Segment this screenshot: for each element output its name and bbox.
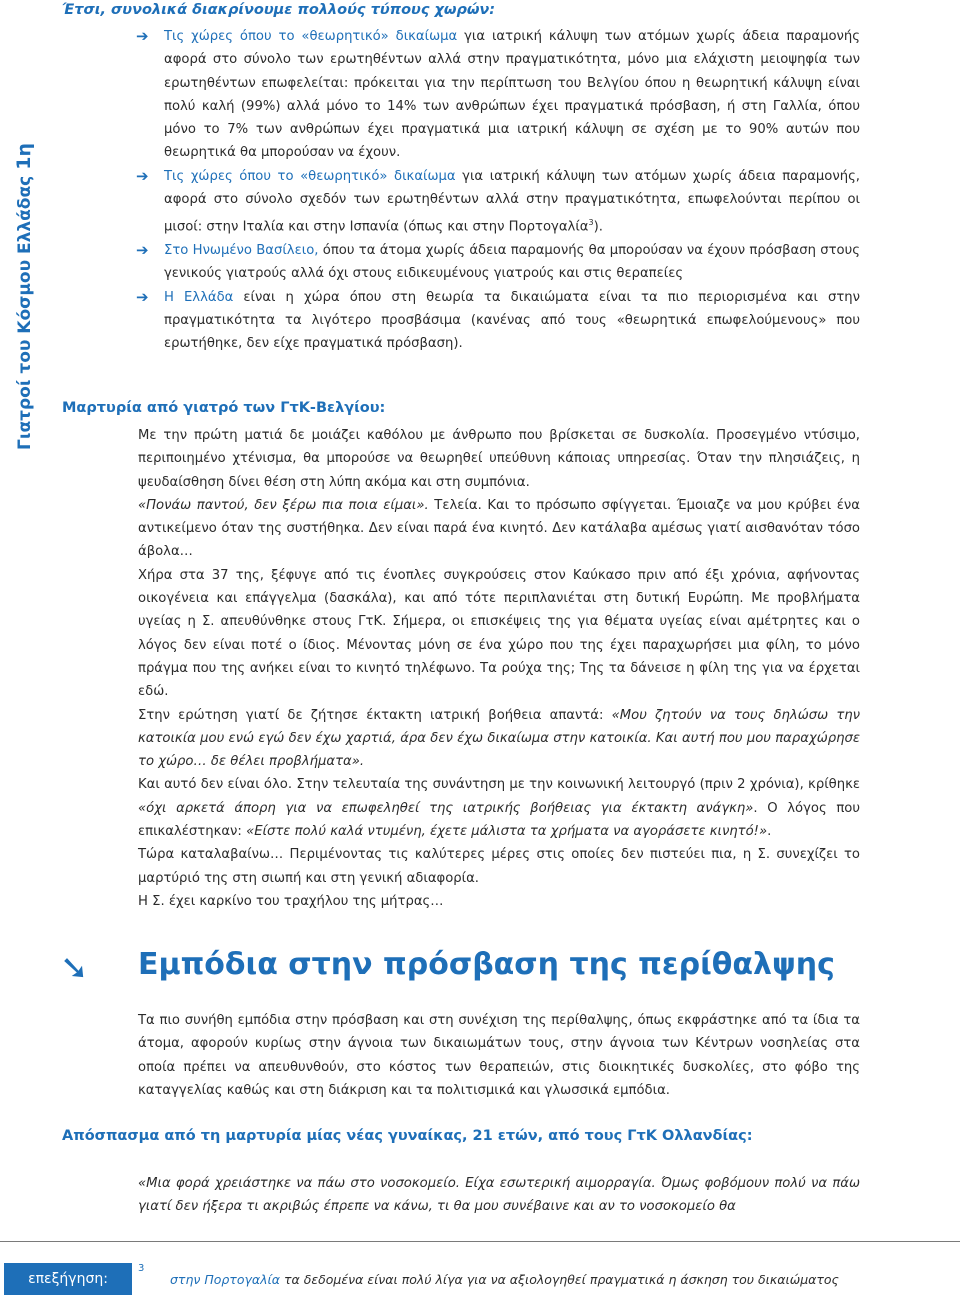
testimony-paragraph	[138, 773, 860, 843]
section-body: Τα πιο συνήθη εμπόδια στην πρόσβαση και στη συνέχιση της περίθαλψης, όπως εκφράστηκε από τα ίδια τα άτομα, αφορούν κυρίως στην άγνοια των δικαιωμάτων τους, στην άγνοια των Κέντρων νοσηλείας στα οποία πρέπει να απευθυνθούν, στο κόστος των θεραπειών, στις διοικητικές δυσκολίες, στο φόβο της καταγγελίας καθώς και στη διάκριση και τα πολιτισμικά και γλωσσικά εμπόδια.	[138, 1013, 860, 1098]
text: .	[767, 824, 772, 840]
intro-heading: Έτσι, συνολικά διακρίνουμε πολλούς τύπους χωρών:	[62, 2, 496, 18]
arrow-down-right-icon: ➘	[60, 948, 89, 988]
list-item	[136, 239, 860, 286]
list-item	[136, 25, 860, 165]
testimony-paragraph: Με την πρώτη ματιά δε μοιάζει καθόλου με άνθρωπο που βρίσκεται σε δυσκολία. Προσεγμένο ντύσιμο, περιποιημένο χτένισμα, θα μπορούσε να θεωρηθεί υπεύθυνη κάποιας υπηρεσίας. Όταν την πλησιάζεις, η ψευδαίσθηση δίνει θέση στη λύπη ακόμα και στη συμπόνια.	[138, 428, 860, 490]
text: Και αυτό δεν είναι όλο. Στην τελευταία της συνάντηση με την κοινωνική λειτουργό (πριν 2 χρόνια), κρίθηκε	[138, 777, 860, 793]
list-item-lead: Η Ελλάδα	[164, 289, 234, 305]
list-item-lead: Τις χώρες όπου το «θεωρητικό» δικαίωμα	[164, 29, 458, 44]
list-item-text: όπου τα άτομα χωρίς άδεια παραμονής θα μπορούσαν να έχουν πρόσβαση στους γενικούς γιατρούς αλλά όχι στους ειδικευμένους γιατρούς και στις θεραπείες	[164, 243, 860, 282]
footnote-number: 3	[138, 1263, 145, 1274]
testimony-body	[138, 424, 860, 913]
footnote-text	[170, 1272, 839, 1287]
testimony-paragraph	[138, 494, 860, 564]
list-item-tail: ).	[593, 219, 603, 235]
country-types-list	[136, 25, 860, 356]
arrow-right-icon: ➔	[136, 166, 149, 185]
section-title: Εμπόδια στην πρόσβαση της περίθαλψης	[138, 947, 835, 982]
arrow-right-icon: ➔	[136, 241, 149, 260]
footnote-highlight: στην Πορτογαλία	[170, 1272, 280, 1287]
list-item-lead: Τις χώρες όπου το «θεωρητικό» δικαίωμα	[164, 168, 456, 184]
arrow-right-icon: ➔	[136, 27, 149, 45]
list-item-text: για ιατρική κάλυψη των ατόμων χωρίς άδεια παραμονής αφορά στο σύνολο των ερωτηθέντων αλλά στην πραγματικότητα, μόνο μια ελάχιστη μειοψηφία των ερωτηθέντων επωφελείται: πρόκειται για την περίπτωση του Βελγίου όπου η θεωρητική κάλυψη είναι πολύ καλή (99%) αλλά μόνο το 14% των ανθρώπων έχει πραγματικά πρόσβαση, ή στη Γαλλία, όπου μόνο το 7% των ανθρώπων έχει πραγματικά μια ιατρική κάλυψη σε σχέση με το 90% αυτών που θεωρητικά θα μπορούσαν να έχουν.	[164, 29, 860, 161]
list-item-text: είναι η χώρα όπου στη θεωρία τα δικαιώματα είναι τα πιο περιορισμένα και στην πραγματικότητα τα λιγότερο προσβάσιμα (κανένας από τους «θεωρητικά επωφελούμενους» που ερωτήθηκε, δεν είχε πραγματικά πρόσβαση).	[164, 289, 860, 352]
quote: «όχι αρκετά άπορη για να επωφεληθεί της ιατρικής βοήθειας για έκτακτη ανάγκη»	[138, 800, 754, 816]
sidebar-number: 1η	[13, 143, 35, 170]
quote: «Πονάω παντού, δεν ξέρω πια ποια είμαι».	[138, 497, 429, 513]
quote: «Μου ζητούν να τους δηλώσω την κατοικία μου ενώ εγώ δεν έχω χαρτιά, άρα δεν έχω δικαίωμα στην κατοικία. Και αυτή που μου παραχώρησε το χώρο… δε θέλει προβλήματα».	[138, 707, 860, 770]
text: Τελεία. Και το πρόσωπο σφίγγεται. Έμοιαζε να μου κρύβει ένα αντικείμενο όταν της συστήθηκα. Δεν είναι παρά ένα κινητό. Δεν κατάλαβα αμέσως γιατί αισθανόταν τόσο άβολα…	[138, 497, 860, 560]
list-item	[136, 165, 860, 239]
footer-divider	[0, 1241, 960, 1242]
sidebar	[0, 120, 52, 450]
testimony-heading: Μαρτυρία από γιατρό των ΓτΚ-Βελγίου:	[62, 400, 386, 416]
excerpt-heading: Απόσπασμα από τη μαρτυρία μίας νέας γυναίκας, 21 ετών, από τους ΓτΚ Ολλανδίας:	[62, 1128, 753, 1144]
excerpt-body: «Μια φορά χρειάστηκε να πάω στο νοσοκομείο. Είχα εσωτερική αιμορραγία. Όμως φοβόμουν πολύ να πάω γιατί δεν ήξερα τι ακριβώς έπρεπε να κάνω, τι θα μου συνέβαινε και αν το νοσοκομείο θα	[138, 1176, 860, 1215]
testimony-paragraph: Η Σ. έχει καρκίνο του τραχήλου της μήτρας…	[138, 893, 444, 909]
testimony-paragraph	[138, 704, 860, 774]
quote: «Είστε πολύ καλά ντυμένη, έχετε μάλιστα τα χρήματα να αγοράσετε κινητό!»	[246, 824, 768, 840]
footnote-label: επεξήγηση:	[4, 1263, 132, 1295]
testimony-paragraph: Τώρα καταλαβαίνω… Περιμένοντας τις καλύτερες μέρες στις οποίες δεν πιστεύει πια, η Σ. συνεχίζει το μαρτύριό της στη σιωπή και στη γενική αδιαφορία.	[138, 847, 860, 886]
footnote-rest: τα δεδομένα είναι πολύ λίγα για να αξιολογηθεί πραγματικά η άσκηση του δικαιώματος	[280, 1272, 839, 1287]
footnote-ref: 3	[588, 218, 594, 228]
list-item-lead: Στο Ηνωμένο Βασίλειο,	[164, 243, 319, 259]
text: . Ο λόγος που επικαλέστηκαν:	[138, 800, 860, 840]
arrow-right-icon: ➔	[136, 287, 149, 306]
text: Στην ερώτηση γιατί δε ζήτησε έκτακτη ιατρική βοήθεια απαντά:	[138, 707, 612, 723]
sidebar-title	[13, 120, 35, 450]
list-item	[136, 286, 860, 356]
list-item-text: για ιατρική κάλυψη των ατόμων χωρίς άδεια παραμονής, αφορά στο σύνολο σχεδόν των ερωτηθέντων αλλά στην πραγματικότητα, επωφελούνται περίπου οι μισοί: στην Ιταλία και στην Ισπανία (όπως και στην Πορτογαλία	[164, 168, 861, 235]
testimony-paragraph: Χήρα στα 37 της, ξέφυγε από τις ένοπλες συγκρούσεις στον Καύκασο πριν από έξι χρόνια, αφήνοντας οικογένεια και επάγγελμα (δασκάλα), και από τότε περιπλανιέται στη δυτική Ευρώπη. Με προβλήματα υγείας η Σ. απευθύνθηκε στους ΓτΚ. Σήμερα, οι επισκέψεις της για θέματα υγείας είναι αμέτρητες και ο λόγος δεν είναι ποτέ ο ίδιος. Μένοντας μόνη σε ένα χώρο που της έχει παραχωρήσει μια φίλη, το μόνο πράγμα που της ανήκει είναι το κινητό τηλέφωνο. Τα ρούχα της; Της τα δάνεισε η φίλη της για να έρχεται εδώ.	[138, 567, 860, 700]
sidebar-text: Γιατροί του Κόσμου Ελλάδας	[15, 175, 35, 450]
